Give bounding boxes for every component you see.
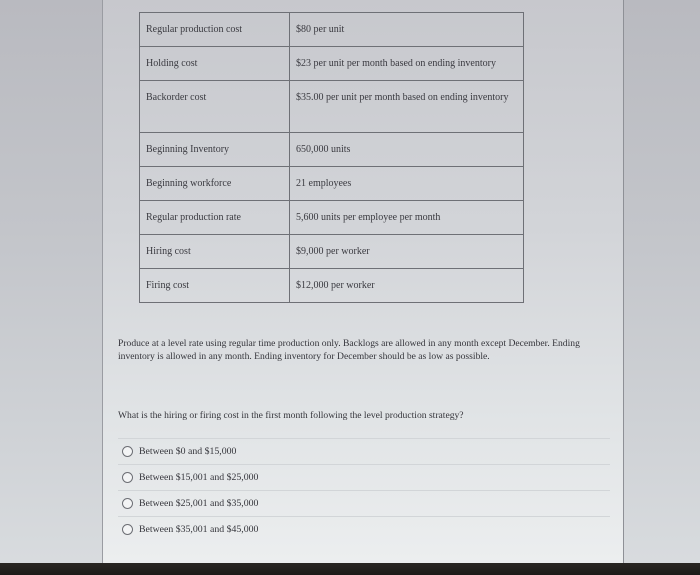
row-label: Firing cost: [140, 269, 290, 303]
row-label: Regular production cost: [140, 13, 290, 47]
table-row: [140, 269, 524, 303]
question-text: What is the hiring or firing cost in the first month following the level production strategy?: [118, 410, 464, 421]
radio-button-icon[interactable]: [122, 472, 133, 483]
question-panel: [102, 0, 624, 563]
table-row: [140, 167, 524, 201]
table-row: [140, 81, 524, 133]
answer-option[interactable]: [118, 490, 610, 516]
row-value: $80 per unit: [290, 13, 524, 47]
row-label: Holding cost: [140, 47, 290, 81]
answer-options: [118, 438, 610, 542]
parameters-table: [139, 12, 524, 303]
row-value: 5,600 units per employee per month: [290, 201, 524, 235]
row-label: Hiring cost: [140, 235, 290, 269]
row-value: 21 employees: [290, 167, 524, 201]
answer-option[interactable]: [118, 464, 610, 490]
answer-option[interactable]: [118, 438, 610, 464]
row-value: $35.00 per unit per month based on ending inventory: [290, 81, 524, 133]
option-label: Between $25,001 and $35,000: [139, 498, 259, 509]
row-value: 650,000 units: [290, 133, 524, 167]
row-value: $23 per unit per month based on ending inventory: [290, 47, 524, 81]
row-label: Beginning workforce: [140, 167, 290, 201]
table-row: [140, 47, 524, 81]
screen-bezel: [0, 563, 700, 575]
table-row: [140, 133, 524, 167]
table-row: [140, 13, 524, 47]
table-row: [140, 201, 524, 235]
table-row: [140, 235, 524, 269]
row-label: Beginning Inventory: [140, 133, 290, 167]
option-label: Between $0 and $15,000: [139, 446, 237, 457]
radio-button-icon[interactable]: [122, 524, 133, 535]
row-label: Backorder cost: [140, 81, 290, 133]
option-label: Between $35,001 and $45,000: [139, 524, 259, 535]
answer-option[interactable]: [118, 516, 610, 542]
instructions-text: Produce at a level rate using regular time production only. Backlogs are allowed in any month except December. Ending inventory is allowed in any month. Ending inventory for December should be as low as possible.: [118, 338, 580, 362]
radio-button-icon[interactable]: [122, 498, 133, 509]
radio-button-icon[interactable]: [122, 446, 133, 457]
row-value: $9,000 per worker: [290, 235, 524, 269]
row-label: Regular production rate: [140, 201, 290, 235]
option-label: Between $15,001 and $25,000: [139, 472, 259, 483]
row-value: $12,000 per worker: [290, 269, 524, 303]
